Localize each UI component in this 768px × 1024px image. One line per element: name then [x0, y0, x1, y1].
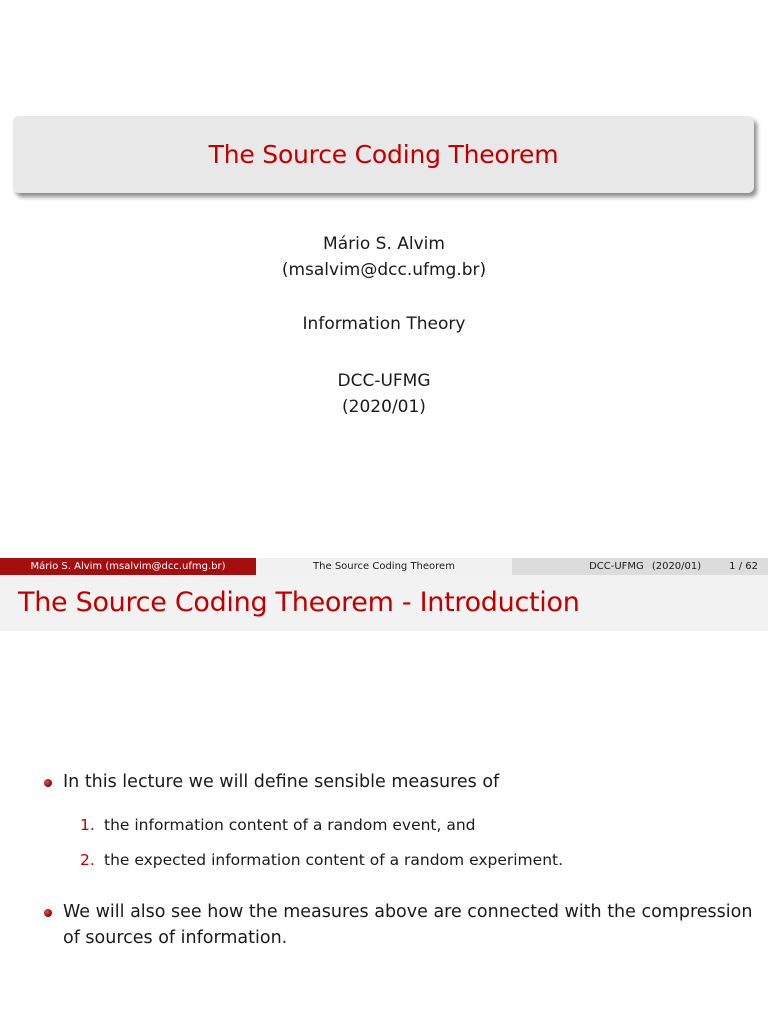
bullet-icon [44, 909, 52, 917]
enum-number: 1. [80, 816, 95, 834]
slide-footer [0, 558, 768, 575]
institution-name: DCC-UFMG [337, 371, 431, 391]
intro-slide [0, 558, 768, 1024]
institution-block [0, 368, 768, 420]
author-block [0, 231, 768, 283]
footer-author: Mário S. Alvim (msalvim@dcc.ufmg.br) [0, 558, 256, 575]
footer-institution: DCC-UFMG [589, 561, 644, 572]
footer-term: (2020/01) [651, 561, 702, 572]
title-box [13, 116, 754, 193]
footer-info [512, 558, 768, 575]
term: (2020/01) [342, 397, 426, 417]
frame-title: The Source Coding Theorem - Introduction [0, 575, 768, 631]
bullet-text-line2: of sources of information. [63, 928, 288, 948]
course-name: Information Theory [302, 314, 466, 334]
enum-number: 2. [80, 851, 95, 869]
presentation-title: The Source Coding Theorem [208, 140, 559, 169]
footer-title: The Source Coding Theorem [256, 558, 512, 575]
page-number: 1 / 62 [729, 561, 758, 572]
bullet-text-line1: We will also see how the measures above are connected with the compression [63, 902, 753, 922]
enum-text: the information content of a random event, and [104, 816, 476, 834]
bullet-text: In this lecture we will define sensible measures of [63, 772, 500, 792]
author-email: (msalvim@dcc.ufmg.br) [281, 260, 487, 280]
enum-text: the expected information content of a random experiment. [104, 851, 564, 869]
author-name: Mário S. Alvim [323, 234, 445, 254]
bullet-icon [44, 779, 52, 787]
